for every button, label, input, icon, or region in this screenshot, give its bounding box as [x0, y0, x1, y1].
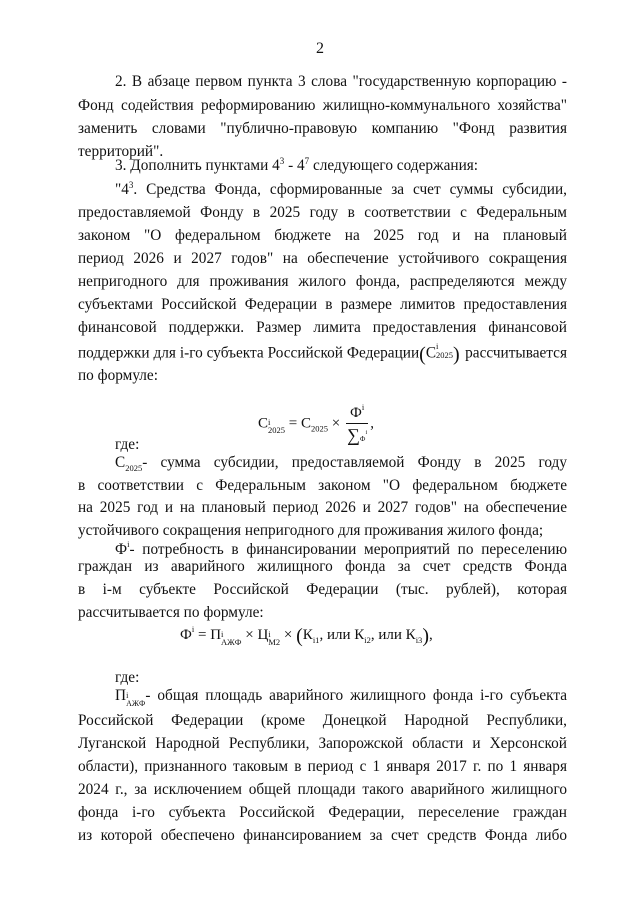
text-line: Фонд содействия реформированию жилищно-коммунального хозяйства" — [78, 97, 567, 114]
text-line: 3. Дополнить пунктами $4^3 - 4^7$ следующего содержания: — [115, 156, 479, 174]
text-line: 2024 г., за исключением общей площади такого аварийного жилищного — [78, 781, 567, 798]
text-line: поддержки для i-го субъекта Российской Федерации(С i 2025 ) рассчитывается — [78, 341, 567, 366]
text-line: Луганской Народной Республики, Запорожской области и Херсонской — [78, 735, 567, 752]
text-line: области), признанного таковым в период с 1 января 2017 г. по 1 января — [78, 758, 567, 775]
text-line: где: — [115, 436, 140, 453]
text-line: на 2025 год и на плановый период 2026 и 2027 годов" на обеспечение — [78, 499, 567, 516]
formula-need: $Ф^i = П$ i АЖФ × Ц i М2 × ($К_{i1}$, или $К_{i2}$, или $К_{i3}$), — [180, 624, 433, 647]
text-line: П i АЖФ - общая площадь аварийного жилищного фонда i-го субъекта — [115, 687, 567, 708]
text-line: заменить словами "публично-правовую компанию "Фонд развития — [78, 120, 567, 137]
text-line: период 2026 и 2027 годов" на обеспечение устойчивого сокращения — [78, 250, 567, 267]
text-line: в соответствии с Федеральным законом "О федеральном бюджете — [78, 477, 567, 494]
text-line: территорий". — [78, 143, 164, 160]
text-line: законом "О федеральном бюджете на 2025 год и на плановый — [78, 227, 567, 244]
text-line: где: — [115, 669, 140, 686]
text-line: $С_{2025}-$ сумма субсидии, предоставляемой Фонду в 2025 году — [115, 454, 567, 473]
text-line: $Ф^i-$ потребность в финансировании мероприятий по переселению — [115, 539, 567, 558]
text-line: "$4^3$. Средства Фонда, сформированные за счет суммы субсидии, — [115, 180, 567, 198]
text-line: рассчитывается по формуле: — [78, 604, 264, 621]
text-line: предоставляемой Фонду в 2025 году в соответствии с Федеральным — [78, 204, 567, 221]
text-line: устойчивого сокращения непригодного для проживания жилого фонда; — [78, 522, 544, 539]
text-line: непригодного для проживания жилого фонда, распределяются между — [78, 273, 567, 290]
text-line: Российской Федерации (кроме Донецкой Народной Республики, — [78, 712, 567, 729]
text-line: финансовой поддержки. Размер лимита предоставления финансовой — [78, 319, 567, 336]
text-line: граждан из аварийного жилищного фонда за счет средств Фонда — [78, 558, 567, 575]
text-line: в i-м субъекте Российской Федерации (тыс. рублей), которая — [78, 581, 567, 598]
text-line: из которой обеспечено финансированием за счет средств Фонда либо — [78, 827, 567, 844]
text-line: 2. В абзаце первом пункта 3 слова "государственную корпорацию - — [115, 73, 567, 90]
formula-limit: С i 2025 = $С_{2025}$ × $\frac{Ф^i}{\sum Ф^i}$ , — [258, 402, 374, 445]
page-number: 2 — [316, 40, 324, 57]
text-line: фонда i-го субъекта Российской Федерации, переселение граждан — [78, 804, 567, 821]
text-line: по формуле: — [78, 367, 158, 384]
text-line: субъектами Российской Федерации в размере лимитов предоставления — [78, 296, 567, 313]
